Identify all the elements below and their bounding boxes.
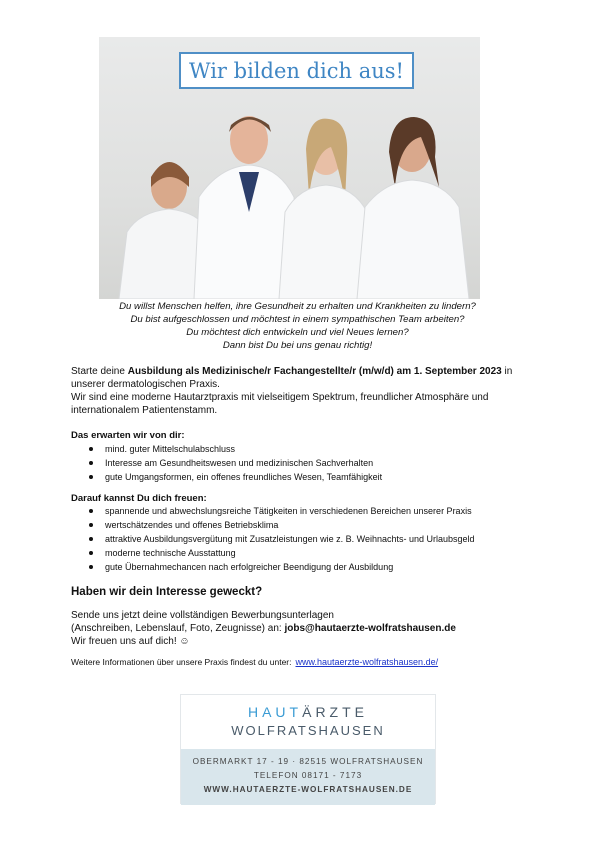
intro-line: Du bist aufgeschlossen und möchtest in einem sympathischen Team arbeiten? (130, 314, 465, 325)
website-link[interactable]: www.hautaerzte-wolfratshausen.de/ (295, 657, 439, 667)
bullet-icon (89, 523, 93, 527)
logo-phone: TELEFON 08171 - 7173 (253, 771, 363, 780)
list-item (71, 560, 541, 574)
list-item-text: gute Umgangsformen, ein offenes freundliches Wesen, Teamfähigkeit (105, 472, 383, 482)
start-paragraph (71, 365, 541, 417)
list-item-text: wertschätzendes und offenes Betriebsklima (105, 520, 279, 530)
bullet-icon (89, 537, 93, 541)
apply-line (71, 622, 541, 635)
logo-top (181, 695, 435, 749)
apply-documents: (Anschreiben, Lebenslauf, Foto, Zeugnisse) an: (71, 623, 285, 634)
logo-brand-aerzte: ÄRZTE (302, 704, 368, 720)
bullet-icon (89, 475, 93, 479)
practice-description: Wir sind eine moderne Hautarztpraxis mit vielseitigem Spektrum, freundlicher Atmosphäre und internationalem Patientenstamm. (71, 392, 489, 416)
logo-address: OBERMARKT 17 - 19 · 82515 WOLFRATSHAUSEN (192, 757, 424, 766)
logo-brand (181, 704, 435, 720)
list-item (71, 470, 541, 484)
apply-line: Wir freuen uns auf dich! ☺ (71, 636, 190, 647)
logo-web: WWW.HAUTAERZTE-WOLFRATSHAUSEN.DE (203, 785, 413, 794)
list-item (71, 546, 541, 560)
list-item-text: mind. guter Mittelschulabschluss (105, 444, 236, 454)
hero-banner-text: Wir bilden dich aus! (189, 58, 404, 83)
list-item (71, 504, 541, 518)
bullet-icon (89, 447, 93, 451)
apply-line: Sende uns jetzt deine vollständigen Bewerbungsunterlagen (71, 610, 334, 621)
intro-text (60, 300, 535, 352)
list-item (71, 518, 541, 532)
offer-title: Darauf kannst Du dich freuen: (71, 493, 207, 504)
logo-brand-haut: HAUT (247, 704, 303, 720)
interest-heading: Haben wir dein Interesse geweckt? (71, 586, 263, 598)
list-item-text: moderne technische Ausstattung (105, 548, 236, 558)
list-item-text: Interesse am Gesundheitswesen und medizinischen Sachverhalten (105, 458, 374, 468)
intro-line: Du willst Menschen helfen, ihre Gesundheit zu erhalten und Krankheiten zu lindern? (119, 301, 476, 312)
bullet-icon (89, 565, 93, 569)
list-item-text: gute Übernahmechancen nach erfolgreicher Beendigung der Ausbildung (105, 562, 394, 572)
offer-list (71, 504, 541, 574)
list-item (71, 532, 541, 546)
hero-banner (179, 52, 414, 89)
practice-logo (180, 694, 436, 804)
list-item (71, 456, 541, 470)
list-item-text: spannende und abwechslungsreiche Tätigkeiten in verschiedenen Bereichen unserer Praxis (105, 506, 472, 516)
list-item-text: attraktive Ausbildungsvergütung mit Zusatzleistungen wie z. B. Weihnachts- und Urlaubsgeld (105, 534, 475, 544)
team-photo (99, 37, 480, 299)
info-text: Weitere Informationen über unsere Praxis findest du unter: (71, 657, 292, 667)
bullet-icon (89, 509, 93, 513)
start-suffix: in unserer dermatologischen Praxis. (71, 366, 513, 390)
intro-line: Dann bist Du bei uns genau richtig! (222, 340, 373, 351)
intro-line: Du möchtest dich entwickeln und viel Neues lernen? (186, 327, 409, 338)
expect-list (71, 442, 541, 484)
logo-contact-band (181, 749, 435, 805)
apply-paragraph (71, 609, 541, 648)
bullet-icon (89, 461, 93, 465)
list-item (71, 442, 541, 456)
info-line (71, 657, 438, 667)
logo-city: WOLFRATSHAUSEN (231, 723, 385, 738)
apply-email[interactable]: jobs@hautaerzte-wolfratshausen.de (284, 623, 456, 634)
start-position: Ausbildung als Medizinische/r Fachangestellte/r (m/w/d) am 1. September 2023 (127, 366, 502, 377)
bullet-icon (89, 551, 93, 555)
start-prefix: Starte deine (71, 366, 128, 377)
expect-title: Das erwarten wir von dir: (71, 430, 185, 441)
